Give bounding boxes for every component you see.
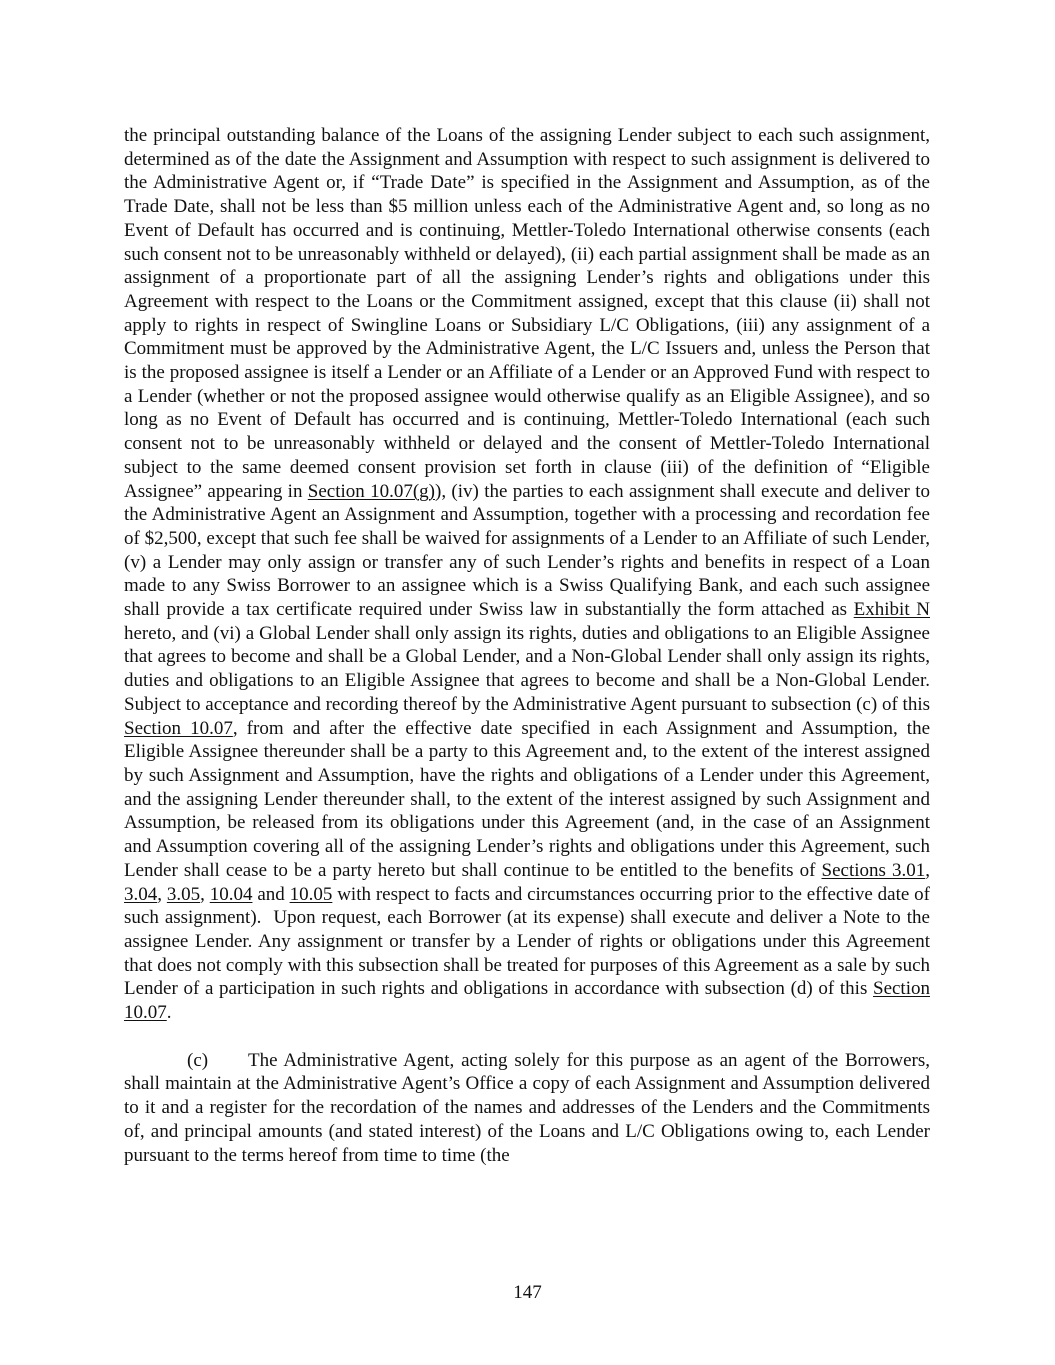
document-page [124,124,930,1167]
paragraph-text: , [157,883,167,905]
page-number: 147 [513,1282,542,1303]
paragraph-text: with respect to facts and circumstances occurring prior to the effective date of such assignment). Upon request, each Borrower (at its expense) shall execute and deliver a Note to the assignee Lender. Any assignment or transfer by a Lender of rights or obligations under this Agreement that does not comply with this subsection shall be treated for purposes of this Agreement as a sale by such Lender of a participation in such rights and obligations in accordance with subsection (d) of this [124,883,931,1000]
section-reference: 3.04 [124,883,158,905]
paragraph-text: The Administrative Agent, acting solely for this purpose as an agent of the Borrowers, shall maintain at the Administrative Agent’s Office a copy of each Assignment and Assumption delivered to it and a register for the recordation of the names and addresses of the Lenders and the Commitments of, and principal amounts (and stated interest) of the Loans and L/C Obligations owing to, each Lender pursuant to the terms hereof from time to time (the [124,1049,930,1166]
paragraph-text: and [252,883,290,905]
section-reference: 10.05 [289,883,333,905]
section-reference: Section 10.07 [124,717,233,739]
section-reference: Section 10.07(g) [307,480,436,502]
paragraph-text: the principal outstanding balance of the Loans of the assigning Lender subject to each such assignment, determined as of the date the Assignment and Assumption with respect to such assignment is delivered to the Administrative Agent or, if “Trade Date” is specified in the Assignment and Assumption, as of the Trade Date, shall not be less than $5 million unless each of the Administrative Agent and, so long as no Event of Default has occurred and is continuing, Mettler-Toledo International otherwise consents (each such consent not to be unreasonably withheld or delayed), (ii) each partial assignment shall be made as an assignment of a proportionate part of all the assigning Lender’s rights and obligations under this Agreement with respect to the Loans or the Commitment assigned, except that this clause (ii) shall not apply to rights in respect of Swingline Loans or Subsidiary L/C Obligations, (iii) any assignment of a Commitment must be approved by the Administrative Agent, the L/C Issuers and, unless the Person that is the proposed assignee is itself a Lender or an Affiliate of a Lender or an Approved Fund with respect to a Lender (whether or not the proposed assignee would otherwise qualify as an Eligible Assignee), and so long as no Event of Default has occurred and is continuing, Mettler-Toledo International (each such consent not to be unreasonably withheld or delayed and the consent of Mettler-Toledo International subject to the same deemed consent provision set forth in clause (iii) of the definition of “Eligible Assignee” appearing in [124,125,930,502]
paragraph-text: , [925,859,930,881]
subsection-label: (c) [187,1049,209,1071]
exhibit-reference: Exhibit N [853,599,930,621]
body-paragraph [124,124,930,1025]
section-reference: Section 10.07 [124,978,930,1024]
subsection-paragraph [124,1049,930,1168]
paragraph-text: , [200,883,210,905]
paragraph-text: , from and after the effective date specified in each Assignment and Assumption, the Eligible Assignee thereunder shall be a party to this Agreement and, to the extent of the interest assigned by such Assignment and Assumption, have the rights and obligations of a Lender under this Agreement, and the assigning Lender thereunder shall, to the extent of the interest assigned by such Assignment and Assumption, be released from its obligations under this Agreement (and, in the case of an Assignment and Assumption covering all of the assigning Lender’s rights and obligations under this Agreement, such Lender shall cease to be a party hereto but shall continue to be entitled to the benefits of [124,717,931,881]
paragraph-text: . [166,1002,172,1024]
paragraph-text: ), (iv) the parties to each assignment shall execute and deliver to the Administrative Agent an Assignment and Assumption, together with a processing and recordation fee of $2,500, except that such fee shall be waived for assignments of a Lender to an Affiliate of such Lender, (v) a Lender may only assign or transfer any of such Lender’s rights and benefits in respect of a Loan made to any Swiss Borrower to an assignee which is a Swiss Qualifying Bank, and each such assignee shall provide a tax certificate required under Swiss law in substantially the form attached as [124,480,930,621]
paragraph-text: hereto, and (vi) a Global Lender shall only assign its rights, duties and obligations to an Eligible Assignee that agrees to become and shall be a Global Lender, and a Non-Global Lender shall only assign its rights, duties and obligations to an Eligible Assignee that agrees to become and shall be a Non-Global Lender. Subject to acceptance and recording thereof by the Administrative Agent pursuant to subsection (c) of this [124,622,930,715]
section-reference: 10.04 [209,883,253,905]
section-reference: 3.05 [166,883,201,905]
section-reference: Sections 3.01 [821,859,926,881]
